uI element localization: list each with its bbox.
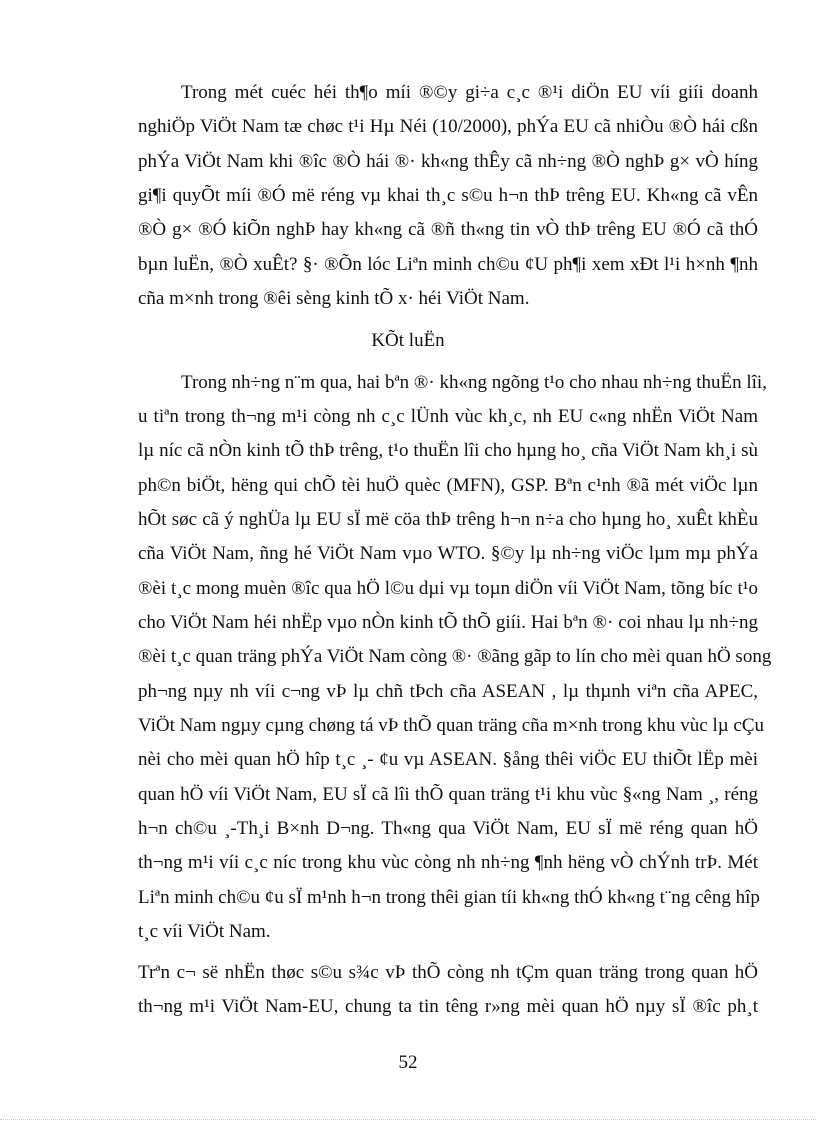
paragraph-2-line: nèi cho mèi quan hÖ hîp t¸c ¸- ¢u vµ ASEAN. §ång thêi viÖc EU thiÕt lËp mèi: [138, 749, 758, 770]
paragraph-2-line: lµ níc cã nÒn kinh tÕ thÞ trêng, t¹o thuËn lîi cho hµng ho¸ cña ViÖt Nam kh¸i sù: [138, 440, 758, 461]
paragraph-3-line: th¬ng m¹i ViÖt Nam-EU, chung ta tin têng r»ng mèi quan hÖ nµy sÏ ®îc ph¸t: [138, 996, 758, 1017]
paragraph-3-line: Trªn c¬ së nhËn thøc s©u s¾c vÞ thÕ còng nh tÇm quan träng trong quan hÖ: [138, 962, 758, 983]
paragraph-2-line: th¬ng m¹i víi c¸c níc trong khu vùc còng nh nh÷ng ¶nh hëng vÒ chÝnh trÞ. Mét: [138, 852, 758, 873]
paragraph-1-line: cña m×nh trong ®êi sèng kinh tÕ x· héi ViÖt Nam.: [138, 288, 530, 309]
paragraph-1-line: nghiÖp ViÖt Nam tæ chøc t¹i Hµ Néi (10/2000), phÝa EU cã nhiÒu ®Ò hái cßn: [138, 116, 758, 137]
paragraph-2-line: u tiªn trong th¬ng m¹i còng nh c¸c lÜnh vùc kh¸c, nh EU c«ng nhËn ViÖt Nam: [138, 406, 758, 427]
paragraph-2-line: ViÖt Nam ngµy cµng chøng tá vÞ thÕ quan träng cña m×nh trong khu vùc lµ cÇu: [138, 715, 765, 736]
paragraph-2-line: ®èi t¸c mong muèn ®îc qua hÖ l©u dµi vµ toµn diÖn víi ViÖt Nam, tõng bíc t¹o: [138, 578, 758, 599]
page-number: 52: [398, 1052, 418, 1073]
paragraph-1-line: phÝa ViÖt Nam khi ®îc ®Ò hái ®· kh«ng thÊy cã nh÷ng ®Ò nghÞ g× vÒ híng: [138, 151, 758, 172]
paragraph-2-line: h¬n ch©u ¸-Th¸i B×nh D¬ng. Th«ng qua ViÖt Nam, EU sÏ më réng quan hÖ: [138, 818, 758, 839]
paragraph-1-line: Trong mét cuéc héi th¶o míi ®©y gi÷a c¸c ®¹i diÖn EU víi giíi doanh: [181, 82, 758, 103]
paragraph-2-line: cña ViÖt Nam, ñng hé ViÖt Nam vµo WTO. §©y lµ nh÷ng viÖc lµm mµ phÝa: [138, 543, 758, 564]
paragraph-1-line: bµn luËn, ®Ò xuÊt? §· ®Õn lóc Liªn minh ch©u ¢U ph¶i xem xÐt l¹i h×nh ¶nh: [138, 254, 758, 275]
paragraph-2-line: cho ViÖt Nam héi nhËp vµo nÒn kinh tÕ thÕ giíi. Hai bªn ®· coi nhau lµ nh÷ng: [138, 612, 758, 633]
paragraph-2-line: ph¬ng nµy nh víi c¬ng vÞ lµ chñ tÞch cña ASEAN , lµ thµnh viªn cña APEC,: [138, 681, 758, 702]
paragraph-1-line: gi¶i quyÕt míi ®Ó më réng vµ khai th¸c s©u h¬n thÞ trêng EU. Kh«ng cã vÊn: [138, 185, 758, 206]
paragraph-2-line: t¸c víi ViÖt Nam.: [138, 921, 271, 942]
paragraph-2-line: ph©n biÖt, hëng qui chÕ tèi huÖ quèc (MFN), GSP. Bªn c¹nh ®ã mét viÖc lµn: [138, 475, 758, 496]
section-heading: KÕt luËn: [371, 330, 445, 351]
paragraph-2-line: ®èi t¸c quan träng phÝa ViÖt Nam còng ®· ®ãng gãp to lín cho mèi quan hÖ song: [138, 646, 772, 667]
paragraph-2-line: Liªn minh ch©u ¢u sÏ m¹nh h¬n trong thêi gian tíi kh«ng thÓ kh«ng t¨ng cêng hîp: [138, 887, 760, 908]
paragraph-1-line: ®Ò g× ®Ó kiÕn nghÞ hay kh«ng cã ®ñ th«ng tin vÒ thÞ trêng EU ®Ó cã thÓ: [138, 219, 758, 240]
page-bottom-divider: [0, 1119, 816, 1120]
paragraph-2-line: hÕt søc cã ý nghÜa lµ EU sÏ më cöa thÞ trêng h¬n n÷a cho hµng ho¸ xuÊt khÈu: [138, 509, 758, 530]
paragraph-2-line: Trong nh÷ng n¨m qua, hai bªn ®· kh«ng ngõng t¹o cho nhau nh÷ng thuËn lîi,: [181, 372, 767, 393]
paragraph-2-line: quan hÖ víi ViÖt Nam, EU sÏ cã lîi thÕ quan träng t¹i khu vùc §«ng Nam ¸, réng: [138, 784, 758, 805]
